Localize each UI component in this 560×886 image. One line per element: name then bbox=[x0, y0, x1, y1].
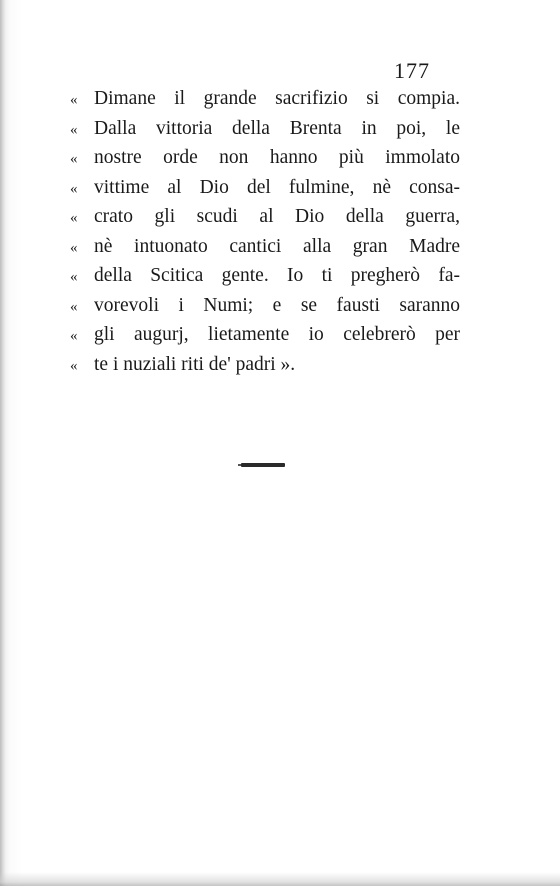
line-text: Dimane il grande sacrifizio si compia. bbox=[94, 88, 460, 109]
quote-mark: « bbox=[70, 357, 78, 374]
page-number: 177 bbox=[394, 58, 430, 83]
text-line bbox=[70, 206, 460, 236]
quote-mark: « bbox=[70, 210, 78, 226]
line-text: te i nuziali riti de' padri ». bbox=[94, 353, 296, 375]
text-line bbox=[70, 354, 460, 384]
line-text: Dalla vittoria della Brenta in poi, le bbox=[94, 117, 460, 139]
quote-mark: « bbox=[70, 180, 78, 197]
quote-mark: « bbox=[70, 269, 78, 285]
text-line bbox=[70, 177, 460, 207]
line-text: della Scitica gente. Io ti pregherò fa- bbox=[94, 265, 460, 286]
line-text: crato gli scudi al Dio della guerra, bbox=[94, 206, 460, 227]
text-line bbox=[70, 118, 460, 148]
quote-mark: « bbox=[70, 239, 78, 256]
text-line bbox=[70, 265, 460, 295]
page-gutter-shadow bbox=[0, 0, 6, 886]
quote-mark: « bbox=[70, 151, 78, 167]
line-text: vorevoli i Numi; e se fausti saranno bbox=[94, 294, 460, 316]
quoted-passage bbox=[70, 88, 460, 383]
text-line bbox=[70, 295, 460, 325]
line-text: vittime al Dio del fulmine, nè consa- bbox=[94, 176, 460, 198]
page-bottom-edge bbox=[0, 872, 560, 886]
quote-mark: « bbox=[70, 121, 78, 138]
text-line bbox=[70, 147, 460, 177]
line-text: gli augurj, lietamente io celebrerò per bbox=[94, 324, 460, 345]
quote-mark: « bbox=[70, 298, 78, 315]
quote-mark: « bbox=[70, 92, 78, 108]
text-line bbox=[70, 236, 460, 266]
line-text: nè intuonato cantici alla gran Madre bbox=[94, 235, 460, 257]
line-text: nostre orde non hanno più immolato bbox=[94, 147, 460, 168]
text-line bbox=[70, 88, 460, 118]
section-divider-ornament bbox=[241, 463, 285, 467]
quote-mark: « bbox=[70, 328, 78, 344]
text-line bbox=[70, 324, 460, 354]
